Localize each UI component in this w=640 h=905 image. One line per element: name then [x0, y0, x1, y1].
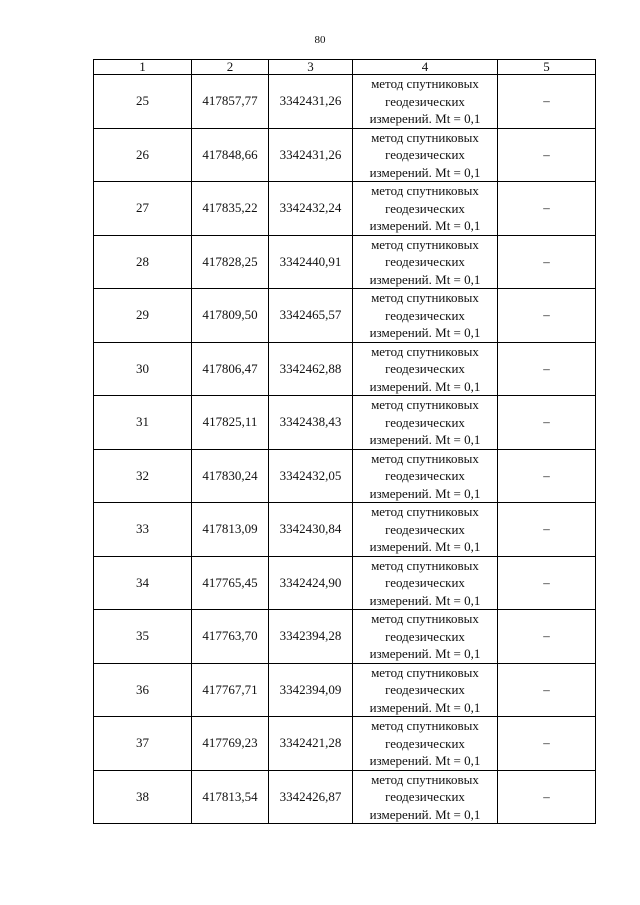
method-line: метод спутниковых — [371, 397, 479, 412]
y-coordinate-cell: 3342438,43 — [269, 396, 353, 450]
method-cell — [353, 503, 498, 557]
point-number-cell: 34 — [94, 556, 192, 610]
x-coordinate-cell: 417825,11 — [192, 396, 269, 450]
method-line: измерений. Mt = 0,1 — [369, 753, 481, 768]
point-number-cell: 33 — [94, 503, 192, 557]
x-coordinate-cell: 417828,25 — [192, 235, 269, 289]
table-row — [94, 182, 596, 236]
y-coordinate-cell: 3342424,90 — [269, 556, 353, 610]
method-line: геодезических — [385, 521, 465, 537]
coordinates-table — [93, 59, 596, 824]
method-line: геодезических — [385, 93, 465, 109]
table-row — [94, 556, 596, 610]
method-line: метод спутниковых — [371, 450, 479, 466]
point-number-cell: 26 — [94, 128, 192, 182]
method-line: геодезических — [385, 575, 465, 590]
dash-cell: – — [498, 717, 596, 771]
method-cell — [353, 75, 498, 129]
x-coordinate-cell: 417830,24 — [192, 449, 269, 503]
method-line: измерений. Mt = 0,1 — [369, 164, 481, 180]
x-coordinate-cell: 417763,70 — [192, 610, 269, 664]
method-line: геодезических — [385, 307, 465, 323]
column-header-5: 5 — [498, 60, 596, 75]
method-line: измерений. Mt = 0,1 — [369, 806, 481, 822]
table-row — [94, 663, 596, 717]
method-line: измерений. Mt = 0,1 — [369, 592, 481, 608]
table-body — [94, 75, 596, 824]
method-line: геодезических — [385, 735, 465, 751]
table-row — [94, 128, 596, 182]
table-row — [94, 342, 596, 396]
method-line: измерений. Mt = 0,1 — [369, 111, 481, 126]
method-line: геодезических — [385, 414, 465, 430]
y-coordinate-cell: 3342421,28 — [269, 717, 353, 771]
method-line: метод спутниковых — [371, 290, 479, 305]
table-row — [94, 449, 596, 503]
point-number-cell: 28 — [94, 235, 192, 289]
x-coordinate-cell: 417857,77 — [192, 75, 269, 129]
method-line: метод спутниковых — [371, 129, 479, 145]
method-line: измерений. Mt = 0,1 — [369, 271, 481, 287]
x-coordinate-cell: 417809,50 — [192, 289, 269, 343]
point-number-cell: 25 — [94, 75, 192, 129]
method-line: измерений. Mt = 0,1 — [369, 378, 481, 394]
y-coordinate-cell: 3342462,88 — [269, 342, 353, 396]
method-line: метод спутниковых — [371, 611, 479, 626]
method-line: геодезических — [385, 361, 465, 376]
method-cell — [353, 770, 498, 824]
dash-cell: – — [498, 663, 596, 717]
table-row — [94, 717, 596, 771]
y-coordinate-cell: 3342394,09 — [269, 663, 353, 717]
point-number-cell: 37 — [94, 717, 192, 771]
x-coordinate-cell: 417806,47 — [192, 342, 269, 396]
dash-cell: – — [498, 75, 596, 129]
method-line: геодезических — [385, 789, 465, 804]
dash-cell: – — [498, 182, 596, 236]
y-coordinate-cell: 3342431,26 — [269, 128, 353, 182]
dash-cell: – — [498, 396, 596, 450]
x-coordinate-cell: 417848,66 — [192, 128, 269, 182]
method-cell — [353, 396, 498, 450]
method-line: метод спутниковых — [371, 343, 479, 359]
point-number-cell: 38 — [94, 770, 192, 824]
x-coordinate-cell: 417767,71 — [192, 663, 269, 717]
y-coordinate-cell: 3342465,57 — [269, 289, 353, 343]
method-cell — [353, 128, 498, 182]
method-line: геодезических — [385, 468, 465, 483]
point-number-cell: 27 — [94, 182, 192, 236]
table-row — [94, 235, 596, 289]
y-coordinate-cell: 3342430,84 — [269, 503, 353, 557]
y-coordinate-cell: 3342432,24 — [269, 182, 353, 236]
x-coordinate-cell: 417769,23 — [192, 717, 269, 771]
method-cell — [353, 289, 498, 343]
y-coordinate-cell: 3342426,87 — [269, 770, 353, 824]
dash-cell: – — [498, 289, 596, 343]
x-coordinate-cell: 417835,22 — [192, 182, 269, 236]
dash-cell: – — [498, 449, 596, 503]
method-line: геодезических — [385, 628, 465, 644]
method-cell — [353, 663, 498, 717]
method-cell — [353, 342, 498, 396]
method-cell — [353, 235, 498, 289]
method-line: метод спутниковых — [371, 557, 479, 573]
method-line: метод спутниковых — [371, 771, 479, 787]
y-coordinate-cell: 3342394,28 — [269, 610, 353, 664]
dash-cell: – — [498, 235, 596, 289]
column-header-1: 1 — [94, 60, 192, 75]
table-row — [94, 770, 596, 824]
method-line: геодезических — [385, 147, 465, 162]
table-row — [94, 75, 596, 129]
dash-cell: – — [498, 770, 596, 824]
point-number-cell: 30 — [94, 342, 192, 396]
method-line: метод спутниковых — [371, 236, 479, 252]
header-row — [94, 60, 596, 75]
method-cell — [353, 449, 498, 503]
y-coordinate-cell: 3342431,26 — [269, 75, 353, 129]
method-line: измерений. Mt = 0,1 — [369, 539, 481, 554]
dash-cell: – — [498, 128, 596, 182]
page-number: 80 — [314, 34, 326, 46]
column-header-2: 2 — [192, 60, 269, 75]
dash-cell: – — [498, 342, 596, 396]
x-coordinate-cell: 417765,45 — [192, 556, 269, 610]
method-line: геодезических — [385, 200, 465, 216]
dash-cell: – — [498, 610, 596, 664]
column-header-3: 3 — [269, 60, 353, 75]
method-line: измерений. Mt = 0,1 — [369, 646, 481, 661]
column-header-4: 4 — [353, 60, 498, 75]
dash-cell: – — [498, 503, 596, 557]
method-cell — [353, 556, 498, 610]
table-row — [94, 396, 596, 450]
method-line: метод спутниковых — [371, 664, 479, 680]
table-row — [94, 503, 596, 557]
method-line: метод спутниковых — [371, 76, 479, 91]
x-coordinate-cell: 417813,54 — [192, 770, 269, 824]
method-line: измерений. Mt = 0,1 — [369, 325, 481, 340]
method-line: метод спутниковых — [371, 718, 479, 733]
method-line: метод спутниковых — [371, 504, 479, 519]
table-row — [94, 610, 596, 664]
method-line: измерений. Mt = 0,1 — [369, 699, 481, 715]
method-line: метод спутниковых — [371, 183, 479, 198]
point-number-cell: 29 — [94, 289, 192, 343]
x-coordinate-cell: 417813,09 — [192, 503, 269, 557]
point-number-cell: 35 — [94, 610, 192, 664]
method-line: геодезических — [385, 254, 465, 269]
method-cell — [353, 610, 498, 664]
method-line: геодезических — [385, 682, 465, 697]
method-cell — [353, 717, 498, 771]
point-number-cell: 32 — [94, 449, 192, 503]
point-number-cell: 36 — [94, 663, 192, 717]
dash-cell: – — [498, 556, 596, 610]
method-line: измерений. Mt = 0,1 — [369, 218, 481, 233]
table-row — [94, 289, 596, 343]
y-coordinate-cell: 3342432,05 — [269, 449, 353, 503]
method-line: измерений. Mt = 0,1 — [369, 432, 481, 447]
y-coordinate-cell: 3342440,91 — [269, 235, 353, 289]
method-cell — [353, 182, 498, 236]
point-number-cell: 31 — [94, 396, 192, 450]
method-line: измерений. Mt = 0,1 — [369, 485, 481, 501]
